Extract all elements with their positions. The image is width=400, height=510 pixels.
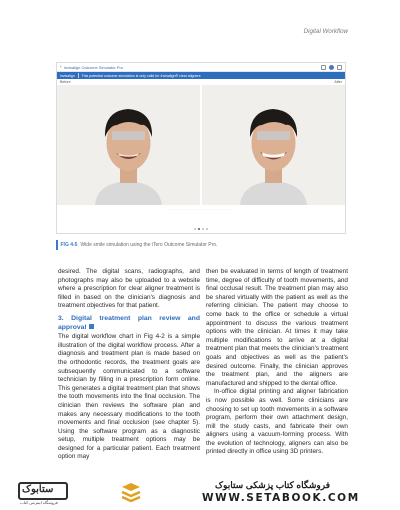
figure-caption-text: Wide smile simulation using the iTero Outcome Simulator Pro. [80,242,218,248]
section-heading: 3. Digital treatment plan review and approval [58,314,200,331]
banner-brand: invisalign [60,73,75,78]
figure-label: FIG 4-5 [60,242,78,248]
watermark-url[interactable]: WWW.SETABOOK.COM [202,492,360,504]
monitor-icon[interactable] [321,65,326,70]
left-column [58,268,200,462]
screen-disclaimer: · · · · · · · · · · · · · · · · · · · · · · · · · · · · · · · · · · · · · · · · · · [168,208,234,211]
watermark-persian: فروشگاه کتاب پزشکی ستابوک [215,480,330,490]
after-label: After [334,80,342,84]
info-banner [57,72,345,79]
before-photo [57,85,200,205]
account-icon[interactable] [329,65,334,70]
app-title-bar [57,63,345,72]
figure-caption [56,240,217,250]
after-photo [202,85,345,205]
left-para-2: The digital workflow chart in Fig 4-2 is a simple illustration of the digital workflow process. After a diagnosis and treatment plan is made based on the orthodontic records, the treatment goals are subsequently communicated to a software technician by filling in a prescription form online. This generates a digital treatment plan that shows the tooth movements into the final occlusion. The clinician then reviews the software plan and makes any necessary modifications to the tooth movements and final occlusion (see chapter 5). Using the software program as a diagnostic setup, multiple treatment options may be designed for a particular patient. Each treatment option may [58,333,200,461]
software-screenshot [56,62,346,234]
close-icon[interactable] [337,65,342,70]
banner-text: This potential outcome simulation is only valid for Invisalign® clear aligners [81,73,201,78]
book-stack-icon [120,482,142,507]
right-para-1: then be evaluated in terms of length of treatment time, degree of difficulty of tooth movements, and final occlusal result. The treatment plan may also be shared virtually with the patient as well as the referring clinician. The patient may choose to come back to the office or schedule a virtual appointment to discuss the various treatment options with the clinician. At times it may take multiple modifications to arrive at a digital treatment plan that meets the clinician's treatment goals and objectives as well as the patient's desired outcome. Finally, the clinician approves the treatment plan, and the aligners are manufactured and shipped to the dental office. [206,268,348,387]
setabook-logo-sub: فروشگاه اینترنتی کتاب [20,500,58,505]
app-title: Invisalign Outcome Simulator Pro [63,64,124,70]
back-arrow-icon[interactable]: ‹ [60,64,62,70]
right-column [206,268,348,457]
left-para-1: desired. The digital scans, radiographs, and photographs may also be uploaded to a website where a prescription for clear aligner treatment is filled in based on the clinician's diagnosis and treatment objectives for that patient. [58,268,200,310]
page-dots[interactable] [194,228,208,230]
right-para-2: In-office digital printing and aligner fabrication is now possible as well. Some clinicians are choosing to set up tooth movements in a software program, perform their own attachment design, mill the study casts, and fabricate their own aligners using a vacuum-forming process. With the evolution of technology, aligners can also be printed directly in office using 3D printers. [206,388,348,456]
setabook-logo-text: ستابوک [22,484,54,495]
running-head: Digital Workflow [303,28,348,35]
heading-square-icon [89,324,94,329]
before-label: Before [60,80,71,84]
